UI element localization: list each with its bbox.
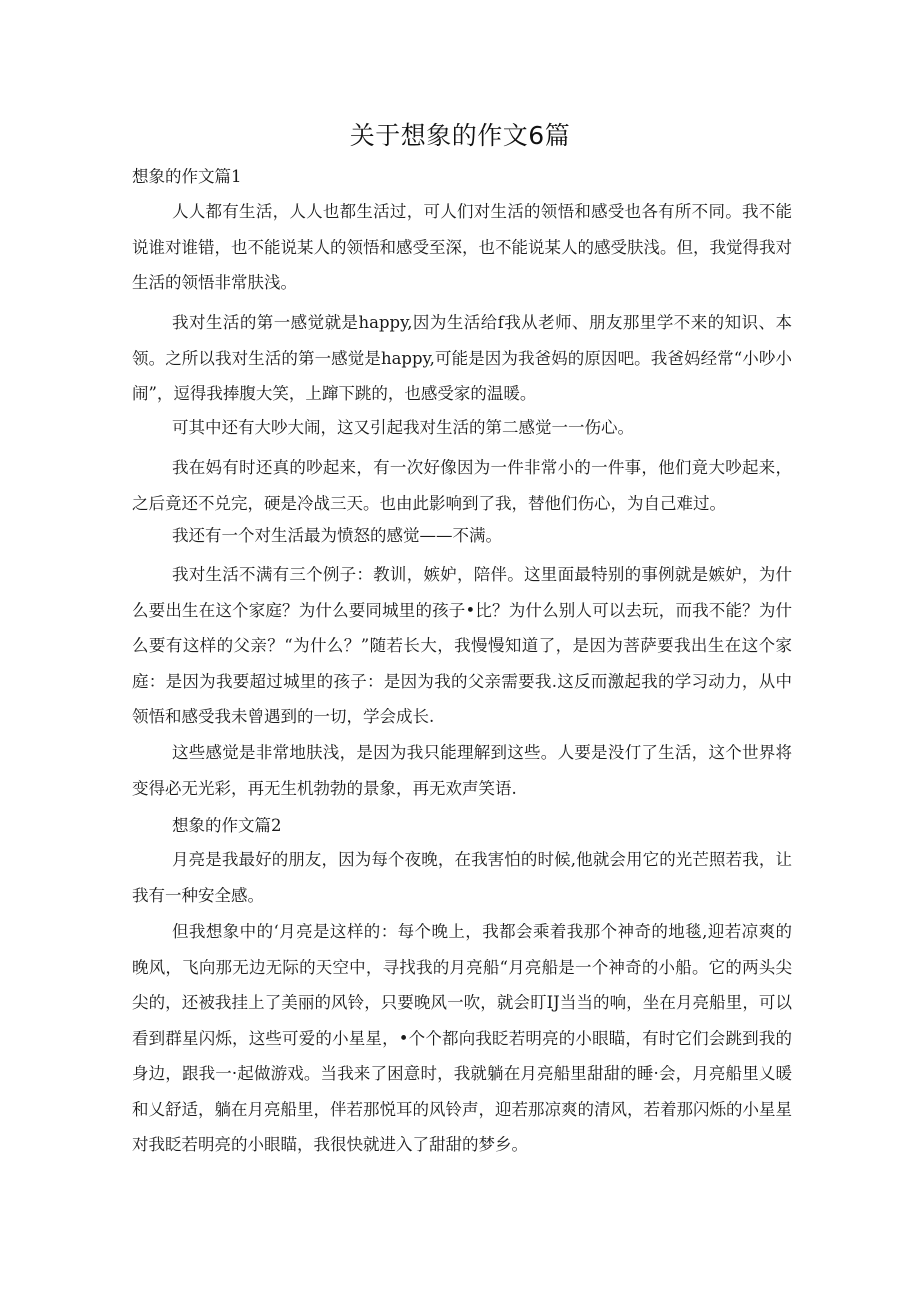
paragraph: 我对生活不满有三个例子：教训，嫉妒，陪伴。这里面最特别的事例就是嫉妒，为什么要出生在这个家庭？为什么要同城里的孩子•比？为什么别人可以去玩，而我不能？为什么要有这样的父亲？“为什么？”随若长大，我慢慢知道了，是因为菩萨要我出生在这个家庭：是因为我要超过城里的孩子：是因为我的父亲需要我.这反而激起我的学习动力，从中领悟和感受我未曾遇到的一切，学会成长. — [132, 565, 792, 726]
paragraph: 可其中还有大吵大闹，这又引起我对生活的第二感觉一一伤心。 — [172, 418, 634, 437]
paragraph: 我对生活的第一感觉就是happy,因为生活给f我从老师、朋友那里学不来的知识、本领。之所以我对生活的第一感觉是happy,可能是因为我爸妈的原因吧。我爸妈经常“小吵小闹”，逗得我捧腹大笑，上蹿下跳的，也感受家的温暖。 — [132, 313, 792, 403]
section-heading: 想象的作文篇1 — [132, 167, 242, 186]
paragraph: 我还有一个对生活最为愤怒的感觉——不满。 — [172, 526, 502, 545]
paragraph: 但我想象中的‘月亮是这样的：每个晚上，我都会乘着我那个神奇的地毯,迎若凉爽的晚风，飞向那无边无际的天空中，寻找我的月亮船“月亮船是一个神奇的小船。它的两头尖尖的，还被我挂上了美丽的风铃，只要晚风一吹，就会盯IJ当当的响，坐在月亮船里，可以看到群星闪烁，这些可爱的小星星，•个个都向我眨若明亮的小眼瞄，有时它们会跳到我的身边，跟我一·起做游戏。当我来了困意时，我就躺在月亮船里甜甜的睡·会，月亮船里乂暖和乂舒适，躺在月亮船里，伴若那悦耳的风铃声，迎若那凉爽的清风，若着那闪烁的小星星对我眨若明亮的小眼瞄，我很快就进入了甜甜的梦乡。 — [132, 922, 792, 1154]
section-heading: 想象的作文篇2 — [172, 816, 282, 835]
paragraph: 人人都有生活，人人也都生活过，可人们对生活的领悟和感受也各有所不同。我不能说谁对谁错，也不能说某人的领悟和感受至深，也不能说某人的感受肤浅。但，我觉得我对生活的领悟非常肤浅。 — [132, 202, 792, 292]
paragraph: 这些感觉是非常地肤浅，是因为我只能理解到这些。人要是没仃了生活，这个世界将变得必无光彩，再无生机勃勃的景象，再无欢声笑语. — [132, 743, 792, 798]
document-title: 关于想象的作文6篇 — [349, 121, 571, 150]
paragraph: 月亮是我最好的朋友，因为每个夜晚，在我害怕的时候,他就会用它的光芒照若我，让我有一种安全感。 — [132, 850, 792, 905]
paragraph: 我在妈有时还真的吵起来，有一次好像因为一件非常小的一件事，他们竟大吵起来，之后竟还不兑完，硬是冷战三天。也由此影响到了我，替他们伤心，为自己难过。 — [132, 458, 792, 513]
